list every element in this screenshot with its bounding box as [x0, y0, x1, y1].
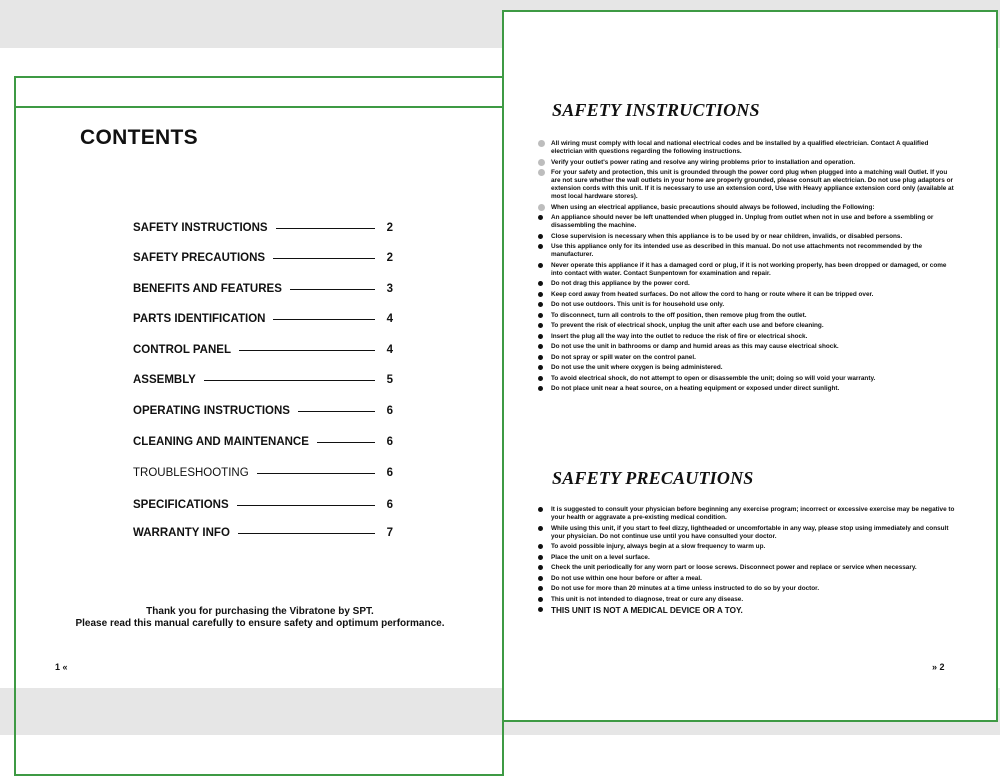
toc-entry-troubleshooting[interactable]: [133, 465, 393, 481]
list-item-text: An appliance should never be left unattended when plugged in. Unplug from outlet when not in use and before a ssembling or disassembling the machine.: [551, 214, 934, 229]
list-item: [538, 525, 958, 541]
bullet-icon: [538, 263, 543, 268]
page-number-left: 1 «: [55, 662, 68, 672]
toc-leader: [276, 228, 375, 229]
grey-bullet-icon: [538, 204, 545, 211]
bullet-icon: [538, 292, 543, 297]
toc-label: SAFETY INSTRUCTIONS: [133, 222, 268, 234]
list-item: [538, 375, 958, 383]
left-page-border: [14, 76, 504, 776]
bullet-icon: [538, 376, 543, 381]
list-item: [538, 564, 958, 572]
list-item: [538, 214, 958, 230]
list-item-text: Use this appliance only for its intended use as described in this manual. Do not use attachments not recommended by the manufacturer.: [551, 243, 923, 258]
list-item: [538, 606, 958, 616]
toc-leader: [238, 533, 375, 534]
toc-page: 2: [386, 252, 393, 264]
grey-bullet-icon: [538, 169, 545, 176]
list-item-text: Do not use outdoors. This unit is for household use only.: [551, 301, 725, 308]
thank-you-line-2: Please read this manual carefully to ensure safety and optimum performance.: [75, 618, 445, 629]
bullet-icon: [538, 555, 543, 560]
bullet-icon: [538, 234, 543, 239]
list-item-text: Do not place unit near a heat source, on a heating equipment or exposed under direct sunlight.: [551, 385, 840, 392]
list-item: [538, 280, 958, 288]
list-item-text: Do not spray or spill water on the control panel.: [551, 353, 696, 361]
toc-label: CONTROL PANEL: [133, 344, 231, 356]
list-item-text: Place the unit on a level surface.: [551, 553, 650, 561]
toc-entry-warranty-info[interactable]: [133, 525, 393, 541]
safety-precautions-title: SAFETY PRECAUTIONS: [552, 468, 754, 488]
list-item-text: For your safety and protection, this unit is grounded through the power cord plug when plugged into a matching wall Outlet. If you are not sure whether the wall outlets in your home are properly grounded, please consult an electrician. Do not use plug adaptors or extension cords with this unit. If it is necessary to use an extension cord, Use with Heavy appliance extension cord only (available at most local hardware stores).: [551, 169, 954, 200]
list-item: [538, 585, 958, 593]
list-item-text: Close supervision is necessary when this appliance is to be used by or near children, invalids, or disabled persons.: [551, 232, 903, 240]
toc-entry-safety-precautions[interactable]: [133, 250, 393, 266]
list-item: [538, 333, 958, 341]
thank-you-line-1: Thank you for purchasing the Vibratone by SPT.: [146, 606, 374, 617]
toc-page: 4: [386, 313, 393, 325]
list-item: [538, 312, 958, 320]
list-item-text: Never operate this appliance if it has a damaged cord or plug, if it is not working properly, has been dropped or damaged, or come into contact with water. Contact Sunpentown for examination and repair.: [551, 261, 947, 277]
list-item-text: Check the unit periodically for any worn part or loose screws. Disconnect power and replace or service when necessary.: [551, 564, 917, 571]
toc-page: 6: [386, 405, 393, 417]
list-item: [538, 169, 958, 201]
list-item-text: To prevent the risk of electrical shock, unplug the unit after each use and before cleaning.: [551, 322, 824, 329]
list-item-text: Verify your outlet's power rating and resolve any wiring problems prior to installation and operation.: [551, 158, 856, 166]
toc-entry-benefits-and-features[interactable]: [133, 281, 393, 297]
toc-leader: [237, 505, 375, 506]
list-item-text: Do not use the unit where oxygen is being administered.: [551, 364, 723, 371]
toc-label: TROUBLESHOOTING: [133, 467, 249, 479]
toc-entry-specifications[interactable]: [133, 497, 393, 513]
bullet-icon: [538, 244, 543, 249]
toc-label: CLEANING AND MAINTENANCE: [133, 436, 309, 448]
list-item-text: Insert the plug all the way into the outlet to reduce the risk of fire or electrical shock.: [551, 332, 808, 340]
bullet-icon: [538, 507, 543, 512]
bullet-icon: [538, 355, 543, 360]
toc-label: SPECIFICATIONS: [133, 499, 229, 511]
list-item-text: Do not use the unit in bathrooms or damp and humid areas as this may cause electrical shock.: [551, 343, 839, 350]
toc-entry-assembly[interactable]: [133, 372, 393, 388]
grey-bullet-icon: [538, 140, 545, 147]
toc-leader: [257, 473, 375, 474]
list-item: [538, 140, 958, 156]
safety-instructions-list: [538, 140, 958, 396]
bullet-icon: [538, 365, 543, 370]
list-item: [538, 343, 958, 351]
list-item: [538, 243, 958, 259]
toc-entry-operating-instructions[interactable]: [133, 403, 393, 419]
list-item: [538, 301, 958, 309]
list-item: [538, 596, 958, 604]
toc-leader: [239, 350, 375, 351]
list-item: [538, 262, 958, 278]
bullet-icon: [538, 607, 543, 612]
list-item: [538, 233, 958, 241]
list-item: [538, 364, 958, 372]
toc-page: 5: [386, 374, 393, 386]
toc-leader: [317, 442, 375, 443]
toc-label: OPERATING INSTRUCTIONS: [133, 405, 290, 417]
bullet-icon: [538, 386, 543, 391]
bullet-icon: [538, 576, 543, 581]
list-item: [538, 506, 958, 522]
toc-page: 6: [386, 467, 393, 479]
toc-page: 4: [386, 344, 393, 356]
bullet-icon: [538, 281, 543, 286]
list-item: [538, 322, 958, 330]
bullet-icon: [538, 544, 543, 549]
bullet-icon: [538, 323, 543, 328]
toc-leader: [290, 289, 375, 290]
toc-page: 6: [386, 499, 393, 511]
list-item-text: It is suggested to consult your physician before beginning any exercise program; incorrect or excessive exercise may be negative to your health or aggravate a pre-existing medical condition.: [551, 506, 955, 521]
list-item: [538, 291, 958, 299]
list-item: [538, 204, 958, 212]
safety-instructions-title: SAFETY INSTRUCTIONS: [552, 100, 760, 120]
list-item-text: While using this unit, if you start to feel dizzy, lightheaded or uncomfortable in any way, please stop using immediately and consult your physician. Do not continue use until you have consulted your doctor.: [551, 524, 949, 540]
toc-leader: [273, 258, 375, 259]
list-item-text: Do not use within one hour before or after a meal.: [551, 574, 702, 582]
list-item-text: Keep cord away from heated surfaces. Do not allow the cord to hang or route where it can be tripped over.: [551, 290, 874, 298]
bullet-icon: [538, 344, 543, 349]
bullet-icon: [538, 302, 543, 307]
list-item: [538, 354, 958, 362]
list-item: [538, 554, 958, 562]
bullet-icon: [538, 526, 543, 531]
list-item-text: When using an electrical appliance, basic precautions should always be followed, including the Following:: [551, 203, 875, 211]
toc-entry-cleaning-and-maintenance[interactable]: [133, 434, 393, 450]
list-item: [538, 159, 958, 167]
contents-title: CONTENTS: [80, 126, 198, 149]
toc-label: ASSEMBLY: [133, 374, 196, 386]
safety-precautions-list: [538, 506, 958, 619]
list-item: [538, 575, 958, 583]
list-item-text: Do not use for more than 20 minutes at a time unless instructed to do so by your doctor.: [551, 585, 820, 592]
toc-page: 2: [386, 222, 393, 234]
list-item-text: This unit is not intended to diagnose, treat or cure any disease.: [551, 595, 744, 603]
toc-leader: [204, 380, 375, 381]
toc-entry-control-panel[interactable]: [133, 342, 393, 358]
toc-page: 3: [386, 283, 393, 295]
toc-label: PARTS IDENTIFICATION: [133, 313, 266, 325]
list-item-text: To avoid electrical shock, do not attempt to open or disassemble the unit; doing so will void your warranty.: [551, 374, 876, 382]
bullet-icon: [538, 565, 543, 570]
bullet-icon: [538, 586, 543, 591]
toc-leader: [298, 411, 375, 412]
toc-page: 6: [386, 436, 393, 448]
toc-label: WARRANTY INFO: [133, 527, 230, 539]
grey-bullet-icon: [538, 159, 545, 166]
toc-entry-safety-instructions[interactable]: [133, 220, 393, 236]
toc-entry-parts-identification[interactable]: [133, 311, 393, 327]
thank-you-note: [60, 606, 460, 630]
page-number-right: » 2: [932, 662, 945, 672]
toc-label: BENEFITS AND FEATURES: [133, 283, 282, 295]
list-item-text: Do not drag this appliance by the power cord.: [551, 280, 690, 287]
list-item-text: To disconnect, turn all controls to the off position, then remove plug from the outlet.: [551, 311, 807, 319]
toc-page: 7: [386, 527, 393, 539]
list-item-text: To avoid possible injury, always begin at a slow frequency to warm up.: [551, 543, 766, 550]
list-item: [538, 543, 958, 551]
toc-leader: [273, 319, 375, 320]
bullet-icon: [538, 215, 543, 220]
list-item-text: All wiring must comply with local and national electrical codes and be installed by a qualified electrician. Contact A qualified electrician with questions regarding the following instructions.: [551, 140, 929, 155]
bullet-icon: [538, 313, 543, 318]
bullet-icon: [538, 597, 543, 602]
list-item-text: THIS UNIT IS NOT A MEDICAL DEVICE OR A TOY.: [551, 606, 743, 615]
toc-label: SAFETY PRECAUTIONS: [133, 252, 266, 264]
left-page-divider: [14, 106, 504, 108]
list-item: [538, 385, 958, 393]
bullet-icon: [538, 334, 543, 339]
